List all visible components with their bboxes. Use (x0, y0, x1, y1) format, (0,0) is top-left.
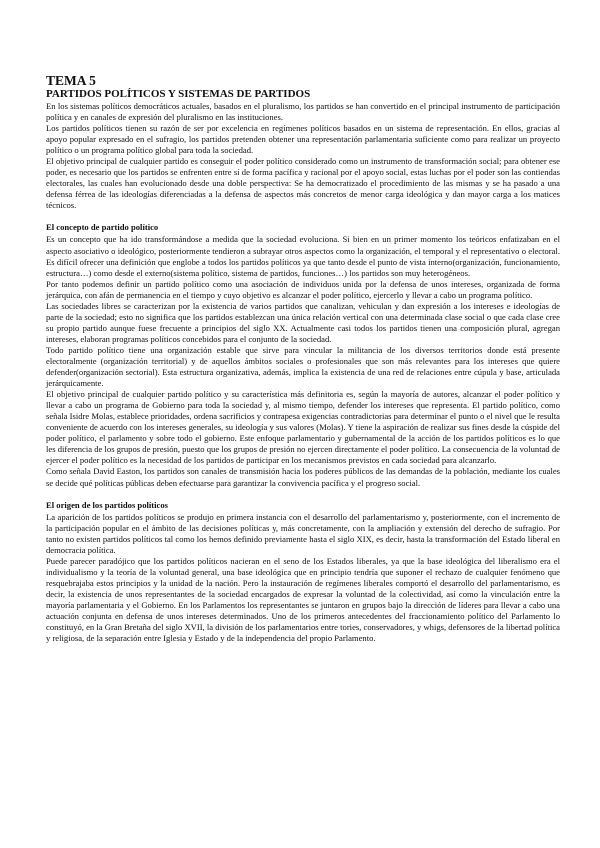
document-subtitle: PARTIDOS POLÍTICOS Y SISTEMAS DE PARTIDOS (46, 88, 311, 100)
intro-paragraph: En los sistemas políticos democráticos actuales, basados en el pluralismo, los partidos se han convertido en el principal instrumento de participación política y en canales de expresión del pluralismo en las instituciones. (46, 101, 560, 123)
section-paragraph: Todo partido político tiene una organización estable que sirve para vincular la militancia de los diversos territorios donde está presente electoralmente (organización territorial) y de aquellos ámbitos sociales o profesionales que son más relevantes para los intereses que quiere defender(organización sectorial). Esta estructura organizativa, además, implica la existencia de una red de relaciones entre cúpula y base, articulada jerárquicamente. (46, 344, 560, 389)
intro-section (46, 101, 560, 211)
section-concepto (46, 222, 560, 488)
section-heading: El origen de los partidos políticos (46, 499, 168, 510)
section-paragraph: Por tanto podemos definir un partido político como una asociación de individuos unida por la defensa de unos intereses, organizada de forma jerárquica, con afán de permanencia en el tiempo y cuyo objetivo es alcanzar el poder político, ejercerlo y llevar a cabo un programa político. (46, 278, 560, 300)
section-paragraph: Es un concepto que ha ido transformándose a medida que la sociedad evoluciona. Si bien en un primer momento los teóricos enfatizaban en el aspecto asociativo o ideológico, posteriormente tendieron a subrayar otros aspectos como la organización, el temporal y el representativo o electoral. Es difícil ofrecer una definición que englobe a todos los partidos políticos ya que tanto desde el punto de vista interno(organización, funcionamiento, estructura…) como desde el externo(sistema político, sistema de partidos, funciones…) los partidos son muy heterogéneos. (46, 234, 560, 278)
intro-paragraph: Los partidos políticos tienen su razón de ser por excelencia en regímenes políticos basados en un sistema de representación. En ellos, gracias al apoyo popular expresado en el sufragio, los partidos pretenden obtener una representación parlamentaria suficiente como para realizar un proyecto político o un programa político global para toda la sociedad. (46, 123, 560, 156)
section-paragraph: El objetivo principal de cualquier partido político y su característica más definitoria es, según la mayoría de autores, alcanzar el poder político y llevar a cabo un programa de Gobierno para toda la sociedad y, al mismo tiempo, defender los intereses que representa. El partido político, como señala Isidre Molas, establece prioridades, ordena sacrificios y contrapesa exigencias contradictorias para determinar el punto o el nivel que le resulta conveniente de acuerdo con los intereses generales, su ideología y sus valores (Molas). Y tiene la aspiración de realizar sus fines desde la cúspide del poder político, el parlamento y sobre todo el gobierno. Este enfoque parlamentario y gubernamental de la acción de los partidos políticos es lo que les diferencia de los grupos de presión, puesto que los grupos de presión no ejercen directamente el poder político. La consecuencia de la voluntad de ejercer el poder político es la necesidad de los partidos de participar en los mecanismos previstos en cada sociedad para alcanzarlo. (46, 389, 560, 466)
section-paragraph: Las sociedades libres se caracterizan por la existencia de varios partidos que canalizan, vehiculan y dan expresión a los intereses e ideologías de parte de la sociedad; esto no significa que los partidos establezcan una única relación vertical con una determinada clase social o que cada clase cree su propio partido aunque fuese frecuente a principios del siglo XX. Actualmente casi todos los partidos tienen una composición plural, agregan intereses, elaboran programas políticos concebidos para el conjunto de la sociedad. (46, 300, 560, 344)
section-paragraph: Puede parecer paradójico que los partidos políticos nacieran en el seno de los Estados liberales, ya que la base ideológica del liberalismo era el individualismo y la teoría de la voluntad general, una base ideológica que en principio tendría que suponer el rechazo de cualquier fenómeno que resquebrajaba estos principios y la unidad de la nación. Pero la instauración de regímenes liberales comportó el desarrollo del parlamentarismo, es decir, la existencia de unos representantes de la sociedad encargados de expresar la voluntad de la colectividad, así como la vinculación entre la mayoría parlamentaria y el Gobierno. En los Parlamentos los representantes se juntaron en grupos bajo la dirección de líderes para llevar a cabo una actuación conjunta en defensa de unos intereses determinados. Uno de los primeros antecedentes del fraccionamiento político del Parlamento lo constituyó, en la Gran Bretaña del siglo XVII, la división de los parlamentarios entre tories, conservadores, y whigs, defensores de la libertad política y religiosa, de la separación entre Iglesia y Estado y de la independencia del propio Parlamento. (46, 555, 560, 644)
document-page (46, 74, 560, 644)
section-heading: El concepto de partido político (46, 222, 159, 233)
document-title: TEMA 5 (46, 73, 96, 88)
section-paragraph: Como señala David Easton, los partidos son canales de transmisión hacia los poderes públicos de las demandas de la población, mediante los cuales se decide qué políticas públicas deben efectuarse para garantizar la convivencia pacífica y el progreso social. (46, 466, 560, 488)
intro-paragraph: El objetivo principal de cualquier partido es conseguir el poder político considerado como un instrumento de transformación social; para obtener ese poder, es necesario que los partidos se enfrenten entre sí de forma pacífica y racional por el apoyo social, estas luchas por el poder son las contiendas electorales, las cuales han evolucionado desde una doble perspectiva: Se ha democratizado el procedimiento de las mismas y se ha pasado a una defensa férrea de las ideologías diferenciadas a la defensa de aspectos más concretos de menor carga ideológica y dan mayor carga a los matices técnicos. (46, 156, 560, 211)
section-paragraph: La aparición de los partidos políticos se produjo en primera instancia con el desarrollo del parlamentarismo y, posteriormente, con el incremento de la participación popular en el ámbito de las decisiones políticas y, más concretamente, con la ampliación y extensión del derecho de sufragio. Por tanto no existen partidos políticos tal como los hemos definido previamente hasta el siglo XIX, es decir, hasta la transformación del Estado liberal en democracia política. (46, 511, 560, 555)
section-origen (46, 500, 560, 645)
